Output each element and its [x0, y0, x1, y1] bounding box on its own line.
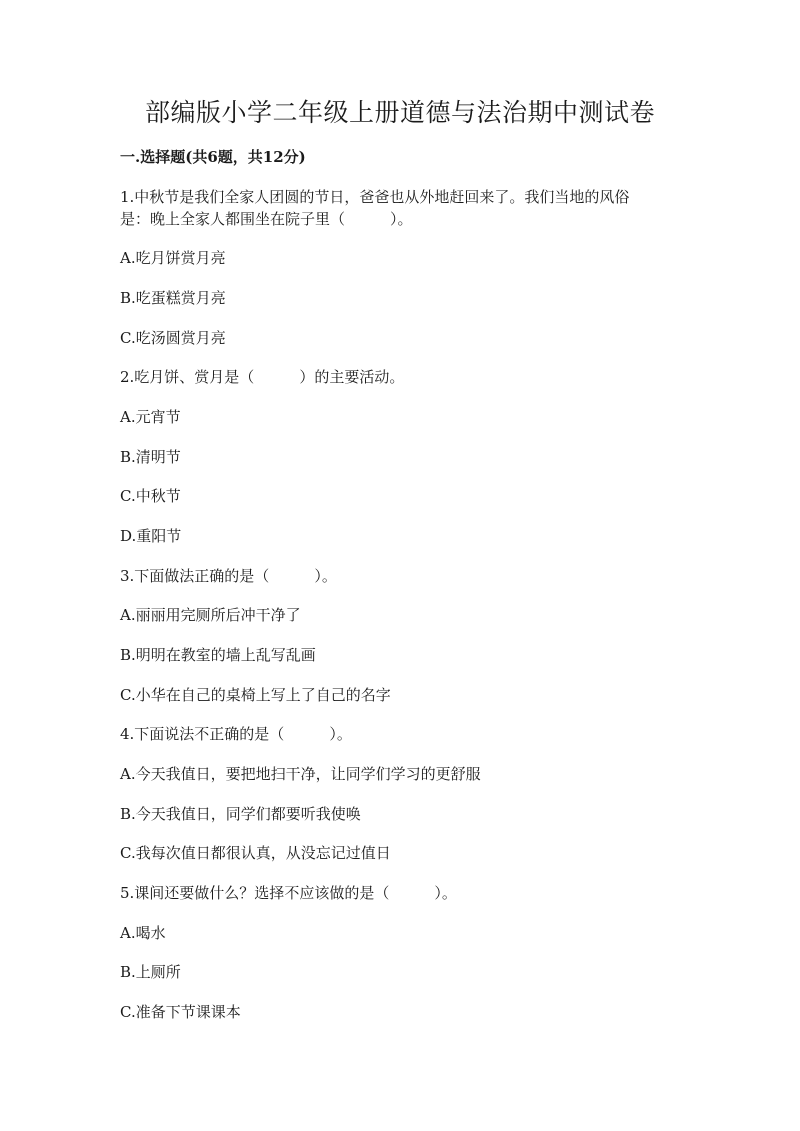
question-3-option-c: C.小华在自己的桌椅上写上了自己的名字 [120, 686, 391, 704]
question-5-option-a: A.喝水 [120, 924, 166, 942]
section-heading: 一.选择题(共6题，共12分) [120, 148, 306, 166]
question-2-option-c: C.中秋节 [120, 487, 181, 505]
question-4-option-b: B.今天我值日，同学们都要听我使唤 [120, 805, 361, 823]
page-title: 部编版小学二年级上册道德与法治期中测试卷 [144, 98, 655, 127]
question-1-stem-line-2: 是：晚上全家人都围坐在院子里（ ）。 [120, 210, 413, 228]
question-2-option-b: B.清明节 [120, 448, 181, 466]
question-5-option-b: B.上厕所 [120, 963, 181, 981]
question-5-stem: 5.课间还要做什么？选择不应该做的是（ ）。 [120, 884, 457, 902]
question-4-option-a: A.今天我值日，要把地扫干净，让同学们学习的更舒服 [120, 765, 481, 783]
question-3-option-b: B.明明在教室的墙上乱写乱画 [120, 646, 316, 664]
question-4-option-c: C.我每次值日都很认真，从没忘记过值日 [120, 844, 391, 862]
question-1-stem-line-1: 1.中秋节是我们全家人团圆的节日，爸爸也从外地赶回来了。我们当地的风俗 [120, 188, 630, 206]
question-5-option-c: C.准备下节课课本 [120, 1003, 241, 1021]
question-2-option-a: A.元宵节 [120, 408, 181, 426]
question-3-stem: 3.下面做法正确的是（ ）。 [120, 567, 337, 585]
question-1-option-c: C.吃汤圆赏月亮 [120, 329, 226, 347]
question-3-option-a: A.丽丽用完厕所后冲干净了 [120, 606, 301, 624]
question-2-stem: 2.吃月饼、赏月是（ ）的主要活动。 [120, 368, 405, 386]
question-4-stem: 4.下面说法不正确的是（ ）。 [120, 725, 352, 743]
question-1-option-b: B.吃蛋糕赏月亮 [120, 289, 226, 307]
question-1-option-a: A.吃月饼赏月亮 [120, 249, 226, 267]
question-2-option-d: D.重阳节 [120, 527, 182, 545]
